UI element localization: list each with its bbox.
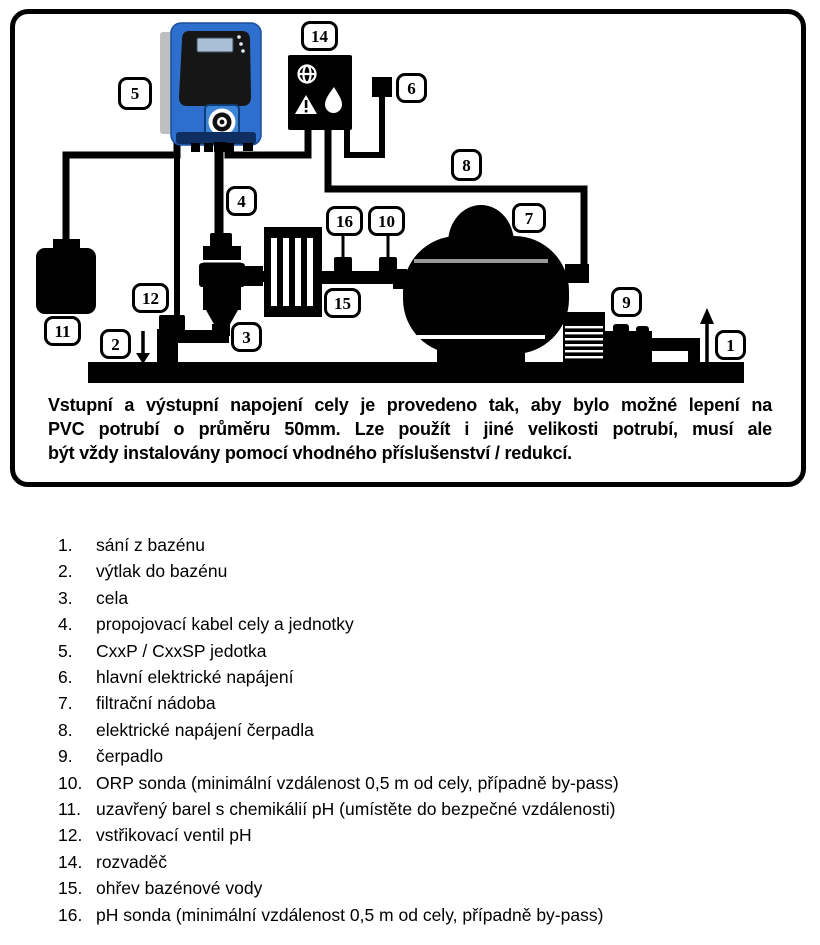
legend-item-number: 5. [58, 640, 73, 661]
chemical-barrel [36, 239, 96, 314]
pump-outlet-vertical [688, 338, 700, 363]
callout-10: 10 [368, 206, 405, 236]
legend-item [58, 743, 788, 769]
legend-item-number: 11. [58, 799, 82, 820]
heater-fin-slot [271, 238, 277, 306]
legend-item-number: 8. [58, 719, 73, 740]
legend-item [58, 902, 788, 928]
legend-item [58, 849, 788, 875]
heater [264, 227, 322, 317]
legend-item-text: elektrické napájení čerpadla [96, 719, 314, 740]
legend-item-text: rozvaděč [96, 851, 168, 872]
legend-item-number: 7. [58, 693, 73, 714]
legend-item-number: 14. [58, 851, 83, 872]
legend-item [58, 638, 788, 664]
filter-inlet-stub [393, 269, 407, 289]
legend-item-text: sání z bazénu [96, 535, 205, 555]
injection-valve [159, 315, 185, 331]
pump-rotor-axle [220, 120, 225, 125]
legend-item-text: uzavřený barel s chemikálií pH (umístěte do bezpečné vzdálenosti) [96, 799, 616, 820]
callout-8: 8 [451, 149, 482, 181]
ph-probe-fitting [334, 257, 352, 273]
legend-item-number: 15. [58, 878, 83, 899]
callout-9: 9 [611, 287, 642, 317]
callout-12: 12 [132, 283, 169, 313]
legend-list [58, 532, 788, 928]
pump [563, 312, 700, 363]
heater-fin-slot [307, 238, 313, 306]
legend-item-number: 3. [58, 587, 73, 608]
legend-item-number: 6. [58, 667, 73, 688]
legend-item [58, 717, 788, 743]
legend-item [58, 585, 788, 611]
callout-15: 15 [324, 288, 361, 318]
callout-11: 11 [44, 316, 81, 346]
pump-head-bump [636, 326, 649, 334]
heater-fin-slot [295, 238, 301, 306]
legend-item-text: cela [96, 587, 129, 608]
legend-item-text: CxxP / CxxSP jedotka [96, 640, 267, 661]
filter-gray-line [414, 259, 548, 263]
legend-item-number: 12. [58, 825, 83, 846]
control-box [288, 55, 352, 130]
callout-4: 4 [226, 186, 257, 216]
legend-item-text: výtlak do bazénu [96, 561, 228, 582]
unit-display [197, 38, 233, 52]
callout-3: 3 [231, 322, 262, 352]
callout-5: 5 [118, 77, 152, 110]
legend-item [58, 770, 788, 796]
legend-item-text: hlavní elektrické napájení [96, 667, 294, 688]
installation-note [48, 393, 772, 465]
arrow-down-icon [136, 331, 150, 364]
plug-cable [347, 96, 382, 155]
legend-item-number: 4. [58, 614, 73, 635]
legend-item [58, 690, 788, 716]
cell-outlet-nozzle [241, 266, 263, 286]
callout-2: 2 [100, 329, 131, 359]
note-line: být vždy instalovány pomocí vhodného příslušenství / redukcí. [48, 443, 572, 463]
control-box-body [288, 55, 352, 130]
callout-1: 1 [715, 330, 746, 360]
note-line: PVC potrubí o průměru 50mm. Lze použít i jiné velikosti potrubí, musí ale [48, 419, 772, 439]
legend-item-text: ohřev bazénové vody [96, 878, 263, 899]
cell-highlight [203, 260, 241, 263]
unit-led [239, 42, 243, 46]
pool-edge [88, 362, 744, 383]
legend-item-number: 10. [58, 772, 83, 793]
electrolysis-cell [199, 233, 272, 336]
legend-item-number: 9. [58, 746, 73, 767]
unit-led [237, 35, 241, 39]
filter-outlet-stub [565, 264, 589, 283]
callout-16: 16 [326, 206, 363, 236]
barrel-body [36, 248, 96, 314]
filter-tank [393, 205, 589, 365]
callout-7: 7 [512, 203, 546, 233]
suction-tube [66, 140, 177, 244]
heater-fin-slot [283, 238, 289, 306]
filter-pedestal [437, 345, 525, 365]
legend-item-number: 1. [58, 535, 73, 555]
legend-item-number: 2. [58, 561, 73, 582]
arrow-up-icon [700, 308, 714, 362]
callout-6: 6 [396, 73, 427, 103]
pump-head [604, 331, 652, 363]
dosing-unit [160, 23, 261, 152]
legend-item-text: vstřikovací ventil pH [96, 825, 252, 846]
legend-item-text: ORP sonda (minimální vzdálenost 0,5 m od cely, případně by-pass) [96, 772, 619, 793]
pump-head-bump [613, 324, 629, 334]
legend-item-text: pH sonda (minimální vzdálenost 0,5 m od cely, případně by-pass) [96, 904, 604, 925]
note-line: Vstupní a výstupní napojení cely je provedeno tak, aby bylo možné lepení na [48, 395, 772, 415]
legend-item-number: 16. [58, 904, 83, 925]
legend-item-text: propojovací kabel cely a jednotky [96, 614, 354, 635]
legend-item [58, 664, 788, 690]
legend-item [58, 796, 788, 822]
cell-flange [199, 263, 245, 287]
power-plug [372, 77, 392, 97]
callout-14: 14 [301, 21, 338, 51]
unit-led [241, 49, 245, 53]
legend-item [58, 532, 788, 558]
filter-white-line [417, 335, 545, 339]
legend-item [58, 611, 788, 637]
legend-item [58, 822, 788, 848]
legend-item [58, 875, 788, 901]
legend-item-text: čerpadlo [96, 746, 164, 767]
cell-bottom-stub [212, 324, 230, 336]
legend-item-text: filtrační nádoba [96, 693, 216, 714]
legend-item [58, 558, 788, 584]
